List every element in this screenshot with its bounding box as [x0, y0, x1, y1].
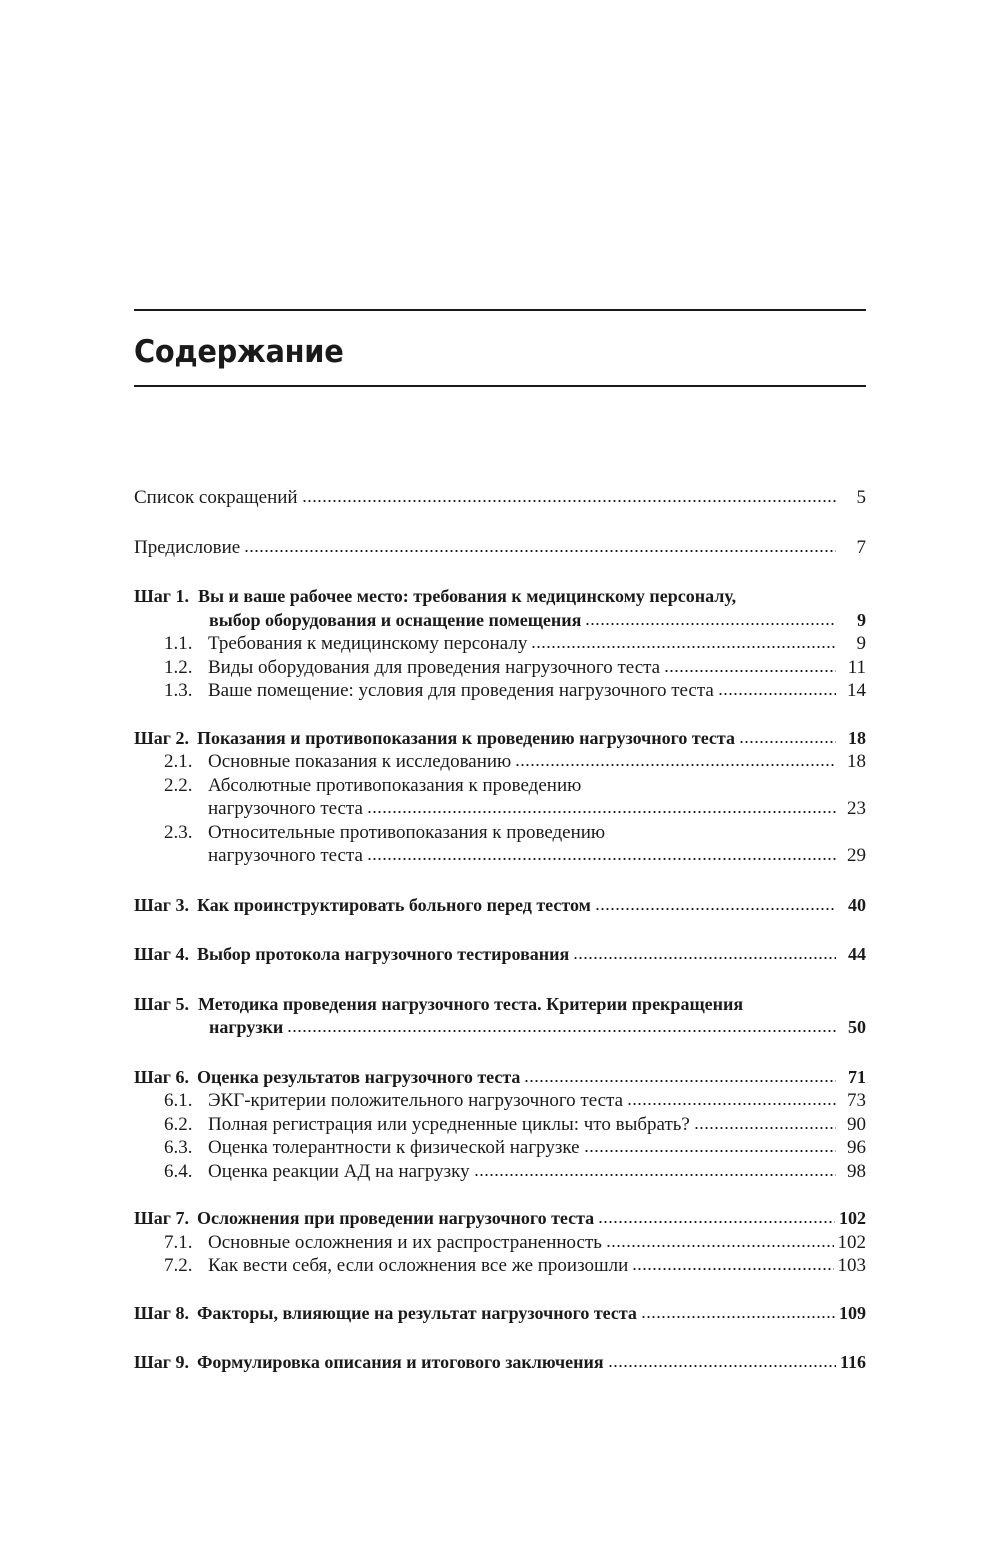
toc-subentry-1-1[interactable]: [134, 632, 866, 656]
toc-step-second-line: [134, 1016, 866, 1040]
toc-subentry-label: Ваше помещение: условия для проведения нагрузочного теста: [208, 680, 714, 701]
leader-dots: [244, 541, 836, 553]
toc-page-number: 44: [848, 944, 866, 964]
toc-page-number: 90: [847, 1113, 866, 1135]
toc-subentry-number: 2.2.: [164, 774, 193, 796]
toc-step-number: Шаг 1.: [134, 586, 189, 606]
toc-page-number: 7: [856, 536, 866, 558]
leader-dots: [515, 755, 836, 767]
toc-subentry-label: Как вести себя, если осложнения все же произошли: [208, 1255, 629, 1276]
toc-step-title-line-1: Методика проведения нагрузочного теста. Критерии прекращения: [197, 993, 744, 1014]
leader-dots: [598, 1212, 835, 1224]
toc-subentry-label: Основные показания к исследованию: [208, 751, 512, 772]
toc-entry-step-2[interactable]: [134, 727, 866, 751]
toc-page-number: 102: [839, 1208, 866, 1228]
toc-subentry-label: ЭКГ-критерии положительного нагрузочного теста: [208, 1090, 624, 1111]
toc-subentry-2-1[interactable]: [134, 750, 866, 774]
toc-step-first-line: [134, 993, 866, 1017]
toc-subentry-1-2[interactable]: [134, 656, 866, 680]
leader-dots: [474, 1165, 836, 1177]
toc-subentry-2-3[interactable]: [134, 821, 866, 868]
leader-dots: [595, 899, 836, 911]
toc-subentry-label-line-1: Абсолютные противопоказания к проведению: [208, 774, 582, 796]
toc-subentry-label-line-2: нагрузочного теста: [208, 845, 363, 866]
toc-subentry-label: Виды оборудования для проведения нагрузочного теста: [208, 656, 661, 678]
toc-subentry-label-line-1: Относительные противопоказания к проведению: [208, 821, 606, 843]
toc-page-number: 5: [856, 487, 866, 508]
toc-label: Список сокращений: [134, 487, 298, 508]
toc-subentry-first-line: [134, 774, 866, 798]
toc-page-number: 116: [839, 1352, 866, 1372]
leader-dots: [608, 1356, 836, 1368]
leader-dots: [302, 491, 836, 503]
toc-page-number: 29: [847, 845, 866, 866]
toc-subentry-number: 6.4.: [164, 1160, 193, 1182]
leader-dots: [531, 637, 836, 649]
toc-step-title-line-2: нагрузки: [209, 1017, 284, 1037]
toc-subentry-first-line: [134, 821, 866, 845]
table-of-contents: [134, 486, 866, 1375]
toc-subentry-number: 1.1.: [164, 633, 193, 654]
toc-step-number: Шаг 4.: [134, 944, 189, 964]
toc-subentry-label: Полная регистрация или усредненные циклы: что выбрать?: [208, 1113, 690, 1135]
toc-subentry-number: 6.3.: [164, 1137, 193, 1158]
toc-entry-abbreviations[interactable]: [134, 486, 866, 510]
leader-dots: [584, 1141, 836, 1153]
toc-entry-step-8[interactable]: [134, 1302, 866, 1326]
toc-page-number: 103: [837, 1255, 866, 1276]
leader-dots: [694, 1118, 836, 1130]
leader-dots: [585, 614, 836, 626]
toc-step-title-line-1: Вы и ваше рабочее место: требования к медицинскому персоналу,: [197, 586, 737, 606]
leader-dots: [573, 948, 836, 960]
toc-entry-step-9[interactable]: [134, 1351, 866, 1375]
toc-page-number: 40: [848, 894, 866, 915]
toc-step-second-line: [134, 609, 866, 633]
toc-page-number: 18: [847, 751, 866, 772]
toc-page-number: 9: [857, 609, 866, 630]
toc-step-number: Шаг 3.: [134, 894, 189, 915]
toc-entry-step-3[interactable]: [134, 894, 866, 918]
toc-page-number: 18: [848, 727, 866, 748]
leader-dots: [524, 1071, 836, 1083]
leader-dots: [739, 732, 836, 744]
leader-dots: [632, 1259, 833, 1271]
toc-step-number: Шаг 9.: [134, 1352, 189, 1372]
toc-step-number: Шаг 5.: [134, 993, 189, 1014]
toc-page-number: 73: [847, 1090, 866, 1111]
page-title: Содержание: [134, 334, 344, 370]
toc-subentry-number: 1.2.: [164, 656, 193, 678]
toc-page-number: 50: [848, 1017, 866, 1037]
top-rule: [134, 309, 866, 311]
toc-subentry-1-3[interactable]: [134, 679, 866, 703]
toc-subentry-number: 7.2.: [164, 1255, 193, 1276]
toc-subentry-number: 6.2.: [164, 1113, 193, 1135]
toc-step-number: Шаг 8.: [134, 1302, 189, 1323]
toc-step-title: Факторы, влияющие на результат нагрузочного теста: [196, 1302, 637, 1323]
leader-dots: [664, 661, 836, 673]
bottom-rule: [134, 385, 866, 387]
toc-page-number: 109: [839, 1302, 866, 1323]
toc-entry-step-6[interactable]: [134, 1066, 866, 1090]
toc-subentry-second-line: [134, 844, 866, 868]
leader-dots: [606, 1236, 834, 1248]
toc-page-number: 71: [848, 1066, 866, 1087]
toc-subentry-7-1[interactable]: [134, 1231, 866, 1255]
toc-step-title: Выбор протокола нагрузочного тестирования: [196, 944, 570, 964]
toc-step-first-line: [134, 585, 866, 609]
toc-subentry-number: 2.1.: [164, 751, 193, 772]
toc-step-number: Шаг 2.: [134, 727, 189, 748]
toc-step-title: Оценка результатов нагрузочного теста: [196, 1066, 521, 1087]
leader-dots: [627, 1094, 836, 1106]
toc-subentry-number: 6.1.: [164, 1090, 193, 1111]
toc-entry-preface[interactable]: [134, 536, 866, 560]
toc-step-title: Как проинструктировать больного перед тестом: [196, 894, 591, 915]
toc-page-number: 98: [847, 1160, 866, 1182]
toc-entry-step-4[interactable]: [134, 943, 866, 967]
toc-subentry-label: Оценка реакции АД на нагрузку: [208, 1160, 470, 1182]
toc-subentry-second-line: [134, 797, 866, 821]
leader-dots: [367, 802, 836, 814]
leader-dots: [287, 1021, 836, 1033]
toc-page-number: 23: [847, 798, 866, 819]
toc-subentry-number: 2.3.: [164, 821, 193, 843]
toc-subentry-label: Основные осложнения и их распространенность: [208, 1231, 602, 1253]
toc-page-number: 102: [837, 1231, 866, 1253]
toc-page-number: 14: [847, 680, 866, 701]
leader-dots: [367, 849, 836, 861]
toc-subentry-number: 7.1.: [164, 1231, 193, 1253]
toc-entry-step-5[interactable]: [134, 993, 866, 1040]
toc-subentry-6-1[interactable]: [134, 1089, 866, 1113]
toc-subentry-6-4[interactable]: [134, 1160, 866, 1184]
leader-dots: [641, 1307, 835, 1319]
toc-step-title: Осложнения при проведении нагрузочного теста: [196, 1208, 595, 1228]
toc-subentry-label-line-2: нагрузочного теста: [208, 798, 363, 819]
toc-step-number: Шаг 6.: [134, 1066, 189, 1087]
toc-entry-step-1[interactable]: [134, 585, 866, 632]
toc-subentry-6-3[interactable]: [134, 1136, 866, 1160]
toc-page-number: 96: [847, 1137, 866, 1158]
toc-subentry-number: 1.3.: [164, 680, 193, 701]
toc-subentry-label: Требования к медицинскому персоналу: [208, 633, 528, 654]
toc-entry-step-7[interactable]: [134, 1207, 866, 1231]
toc-subentry-label: Оценка толерантности к физической нагрузке: [208, 1137, 580, 1158]
toc-step-number: Шаг 7.: [134, 1208, 189, 1228]
toc-page-number: 11: [847, 656, 866, 678]
toc-subentry-6-2[interactable]: [134, 1113, 866, 1137]
toc-subentry-7-2[interactable]: [134, 1254, 866, 1278]
toc-page-number: 9: [856, 633, 866, 654]
toc-step-title: Формулировка описания и итогового заключения: [196, 1352, 604, 1372]
toc-step-title: Показания и противопоказания к проведению нагрузочного теста: [196, 727, 735, 748]
leader-dots: [718, 684, 836, 696]
toc-step-title-line-2: выбор оборудования и оснащение помещения: [209, 609, 582, 630]
toc-label: Предисловие: [134, 536, 241, 558]
toc-subentry-2-2[interactable]: [134, 774, 866, 821]
